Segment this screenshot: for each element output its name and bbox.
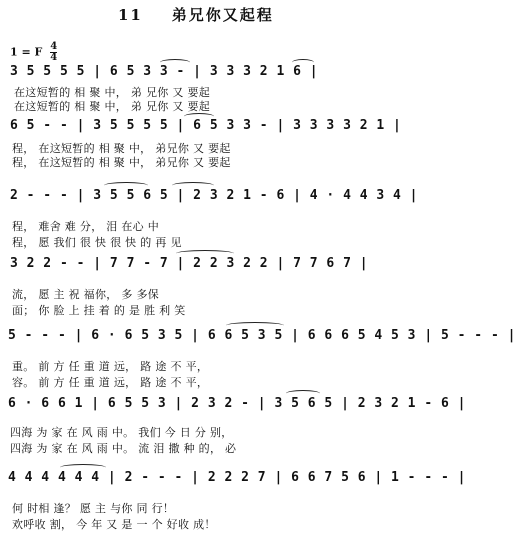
slur-mark bbox=[60, 464, 106, 471]
lyrics-2-system-6: 四海 为 家 在 风 雨 中。 流 泪 撒 种 的， 必 bbox=[10, 442, 237, 455]
notes-system-4: 3 2 2 - - | 7 7 - 7 | 2 2 3 2 2 | 7 7 6 7 | bbox=[10, 256, 369, 271]
notes-system-2: 6 5 - - | 3 5 5 5 5 | 6 5 3 3 - | 3 3 3 3 2 1 | bbox=[10, 118, 402, 133]
slur-mark bbox=[184, 113, 214, 120]
notes-system-6: 6 · 6 6 1 | 6 5 5 3 | 2 3 2 - | 3 5 6 5 | 2 3 2 1 - 6 | bbox=[8, 396, 466, 411]
time-bottom: 4 bbox=[50, 52, 58, 63]
slur-mark bbox=[226, 322, 284, 329]
lyrics-2-system-7: 欢呼收 割， 今 年 又 是 一 个 好收 成！ bbox=[12, 518, 216, 531]
lyrics-1-system-2: 程， 在这短暂的 相 聚 中， 弟兄你 又 要起 bbox=[12, 142, 231, 155]
notes-system-7: 4 4 4 4 4 4 | 2 - - - | 2 2 2 7 | 6 6 7 5 6 | 1 - - - | bbox=[8, 470, 466, 485]
key-signature: 1 = F bbox=[10, 45, 43, 59]
time-top: 4 bbox=[50, 41, 58, 52]
notes-system-3: 2 - - - | 3 5 5 6 5 | 2 3 2 1 - 6 | 4 · 4 4 3 4 | bbox=[10, 188, 419, 203]
lyrics-1-system-6: 四海 为 家 在 风 雨 中。 我们 今 日 分 别， bbox=[10, 426, 233, 439]
lyrics-1-system-5: 重。 前 方 任 重 道 远， 路 途 不 平， bbox=[12, 360, 209, 373]
slur-mark bbox=[172, 182, 214, 189]
lyrics-2-system-4: 面； 你 脸 上 挂 着 的 是 胜 利 笑 bbox=[12, 304, 186, 317]
notes-system-5: 5 - - - | 6 · 6 5 3 5 | 6 6 5 3 5 | 6 6 6 5 4 5 3 | 5 - - - | bbox=[8, 328, 516, 343]
lyrics-2-system-3: 程， 愿 我们 很 快 很 快 的 再 见 bbox=[12, 236, 182, 249]
lyrics-2-system-2: 程， 在这短暂的 相 聚 中， 弟兄你 又 要起 bbox=[12, 156, 231, 169]
slur-mark bbox=[286, 390, 320, 397]
song-number: 11 bbox=[118, 6, 143, 24]
song-name: 弟兄你又起程 bbox=[171, 6, 274, 24]
slur-mark bbox=[160, 59, 190, 66]
lyrics-1-system-7: 何 时相 逢？ 愿 主 与你 同 行！ bbox=[12, 502, 175, 515]
slur-mark bbox=[292, 59, 314, 66]
notes-system-1: 3 5 5 5 5 | 6 5 3 3 - | 3 3 3 2 1 6 | bbox=[10, 64, 319, 79]
lyrics-1-system-3: 程， 难舍 难 分， 泪 在心 中 bbox=[12, 220, 160, 233]
song-title bbox=[118, 4, 274, 25]
time-signature bbox=[50, 42, 57, 63]
lyrics-1-system-1: 在这短暂的 相 聚 中， 弟 兄你 又 要起 bbox=[14, 86, 211, 99]
slur-mark bbox=[176, 250, 234, 257]
lyrics-1-system-4: 流， 愿 主 祝 福你， 多 多保 bbox=[12, 288, 160, 301]
slur-mark bbox=[104, 182, 148, 189]
key-time-signature bbox=[10, 42, 57, 63]
lyrics-2-system-1: 在这短暂的 相 聚 中， 弟 兄你 又 要起 bbox=[14, 100, 211, 113]
lyrics-2-system-5: 容。 前 方 任 重 道 远， 路 途 不 平， bbox=[12, 376, 209, 389]
